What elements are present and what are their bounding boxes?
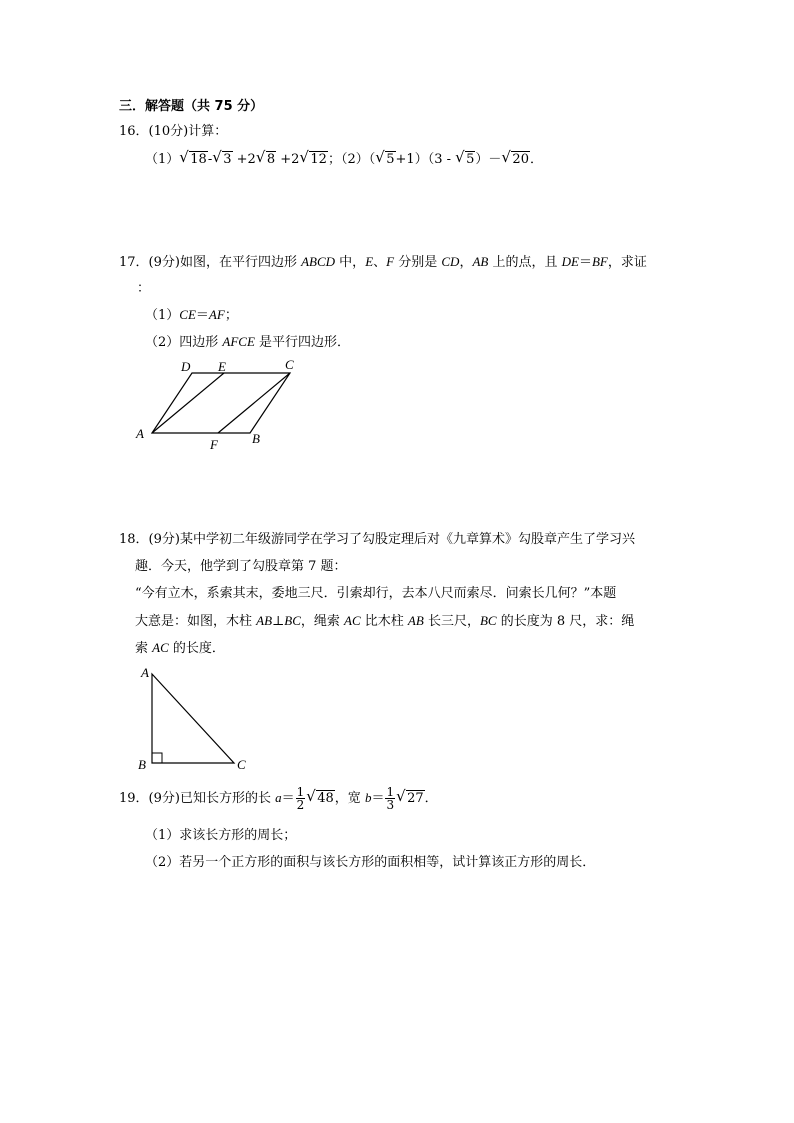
q18-line1: 18．(9分)某中学初二年级游同学在学习了勾股定理后对《九章算术》勾股章产生了学习兴 xyxy=(119,532,635,547)
fraction-one-half: $\frac{1}{2}$ xyxy=(296,785,305,812)
parallelogram-figure xyxy=(130,352,310,452)
q17-line1: 17．(9分)如图，在平行四边形 ABCD 中，E、F 分别是 CD，AB 上的点，且 DE＝BF，求证 xyxy=(119,254,647,270)
label-a: A xyxy=(136,426,144,441)
sqrt-symbol: √ 12 xyxy=(299,148,327,167)
fraction-one-third: $\frac{1}{3}$ xyxy=(386,785,395,812)
q17-part1: （1）CE＝AF； xyxy=(145,307,238,323)
sqrt-symbol: √ 20 xyxy=(501,148,529,167)
sqrt-symbol: √ 5 xyxy=(455,148,475,167)
right-triangle-figure xyxy=(130,662,260,774)
segment-fc xyxy=(218,373,290,433)
label-b: B xyxy=(252,431,260,446)
q16-header: 16．(10分)计算： xyxy=(119,124,228,139)
q17-line2: ： xyxy=(137,281,151,296)
label-c: C xyxy=(237,757,246,772)
label-b: B xyxy=(138,757,146,772)
q16-expressions: （1） √ 18- √ 3 +2 √ 8 +2 √ 12；（2）（ √ 5+1）（3 - √ 5）－ √ 20． xyxy=(145,150,543,170)
label-c: C xyxy=(285,357,294,372)
q19-part2: （2）若另一个正方形的面积与该长方形的面积相等，试计算该正方形的周长． xyxy=(145,855,596,870)
q17-part2: （2）四边形 AFCE 是平行四边形． xyxy=(145,334,351,350)
q18-line5: 索 AC 的长度． xyxy=(135,640,225,656)
q18-line2: 趣．今天，他学到了勾股章第 7 题： xyxy=(135,559,347,574)
q18-line4: 大意是：如图，木柱 AB⊥BC，绳索 AC 比木柱 AB 长三尺，BC 的长度为 8 尺，求：绳 xyxy=(135,613,635,629)
sqrt-symbol: √ 48 xyxy=(306,787,334,806)
q16-part2-label: （2） xyxy=(340,152,369,167)
q19-part1: （1）求该长方形的周长； xyxy=(145,828,297,843)
segment-ae xyxy=(152,373,224,433)
q18-line3: “今有立木，系索其末，委地三尺．引索却行，去本八尺而索尽．问索长几何？”本题 xyxy=(135,586,617,601)
triangle-abc xyxy=(152,674,234,763)
sqrt-symbol: √ 18 xyxy=(179,148,207,167)
right-angle-mark xyxy=(152,753,162,763)
sqrt-symbol: √ 27 xyxy=(396,787,424,806)
sqrt-symbol: √ 8 xyxy=(255,148,276,167)
sqrt-symbol: √ 5 xyxy=(375,148,395,167)
label-f: F xyxy=(210,437,218,452)
label-e: E xyxy=(218,359,226,374)
q16-part1-label: （1） xyxy=(145,152,180,167)
label-a: A xyxy=(141,665,149,680)
sqrt-symbol: √ 3 xyxy=(212,148,232,167)
label-d: D xyxy=(181,359,191,374)
q19-line1: 19．(9分)已知长方形的长 a＝ $\frac{1}{2}$ √ 48，宽 b＝ $\frac{1}{3}$ √ 27． xyxy=(119,785,438,812)
parallelogram-abcd xyxy=(152,373,290,433)
section-title: 三．解答题（共 75 分） xyxy=(119,99,264,114)
